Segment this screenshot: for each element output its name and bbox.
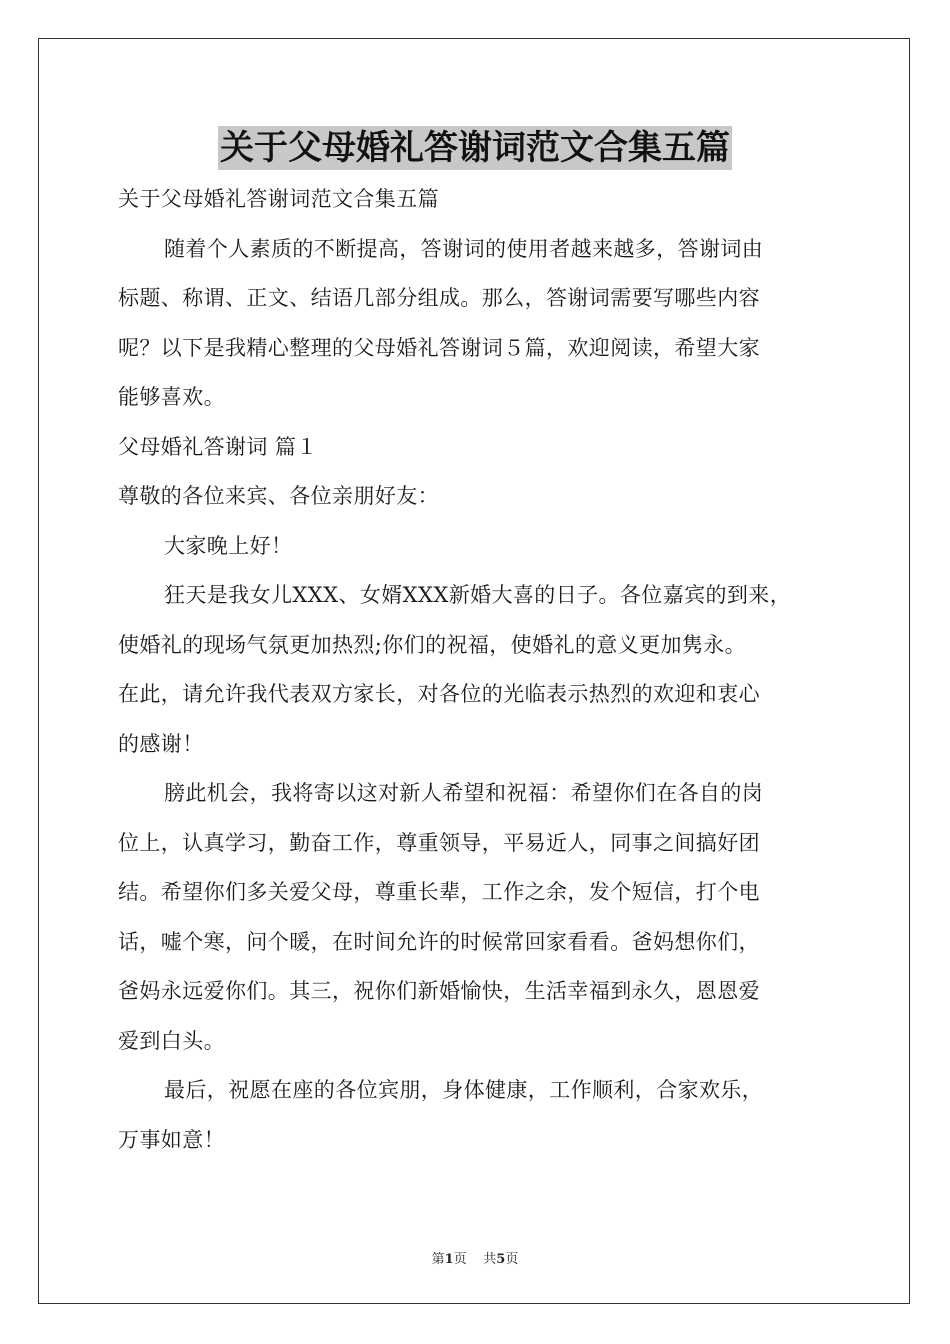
page-footer — [0, 1248, 950, 1267]
footer-total-suffix: 页 — [505, 1252, 519, 1267]
body-line: 位上，认真学习，勤奋工作，尊重领导，平易近人，同事之间搞好团 — [118, 830, 760, 855]
body-line: 能够喜欢。 — [118, 385, 225, 409]
title-container — [0, 126, 950, 170]
footer-prefix: 第 — [431, 1252, 445, 1267]
current-page-number: 1 — [444, 1252, 454, 1267]
body-line: 爸妈永远爱你们。其三，祝你们新婚愉快，生活幸福到永久，恩恩爱 — [118, 979, 760, 1003]
body-line: 万事如意！ — [118, 1127, 225, 1152]
total-page-count: 5 — [496, 1252, 506, 1267]
document-body — [118, 175, 838, 1165]
body-line: 膀此机会，我将寄以这对新人希望和祝福：希望你们在各自的岗 — [164, 781, 764, 805]
body-line: 结。希望你们多关爱父母，尊重长辈，工作之余，发个短信，打个电 — [118, 880, 760, 904]
body-line: 使婚礼的现场气氛更加热烈;你们的祝福，使婚礼的意义更加隽永。 — [118, 632, 747, 657]
body-line: 在此，请允许我代表双方家长，对各位的光临表示热烈的欢迎和衷心 — [118, 682, 760, 706]
body-line: 呢？以下是我精心整理的父母婚礼答谢词５篇，欢迎阅读，希望大家 — [118, 335, 760, 360]
body-line: 关于父母婚礼答谢词范文合集五篇 — [118, 187, 439, 211]
salutation: 尊敬的各位来宾、各位亲朋好友： — [118, 484, 439, 508]
footer-total-prefix: 共 — [483, 1252, 497, 1267]
body-line: 最后，祝愿在座的各位宾朋，身体健康，工作顺利，合家欢乐， — [164, 1078, 764, 1102]
document-title: 关于父母婚礼答谢词范文合集五篇 — [220, 128, 730, 168]
body-line: 随着个人素质的不断提高，答谢词的使用者越来越多，答谢词由 — [164, 236, 764, 261]
body-line: 爱到白头。 — [118, 1028, 225, 1053]
body-line: 大家晚上好！ — [164, 533, 293, 558]
body-line: 的感谢！ — [118, 731, 204, 756]
body-line: 话，嘘个寒，问个暖，在时间允许的时候常回家看看。爸妈想你们， — [118, 929, 760, 954]
body-line: 狂天是我女儿XXX、女婿XXX新婚大喜的日子。各位嘉宾的到来， — [164, 583, 792, 607]
section-heading: 父母婚礼答谢词 篇１ — [118, 434, 318, 459]
footer-page-word: 页 — [453, 1252, 467, 1267]
body-line: 标题、称谓、正文、结语几部分组成。那么，答谢词需要写哪些内容 — [118, 286, 760, 310]
